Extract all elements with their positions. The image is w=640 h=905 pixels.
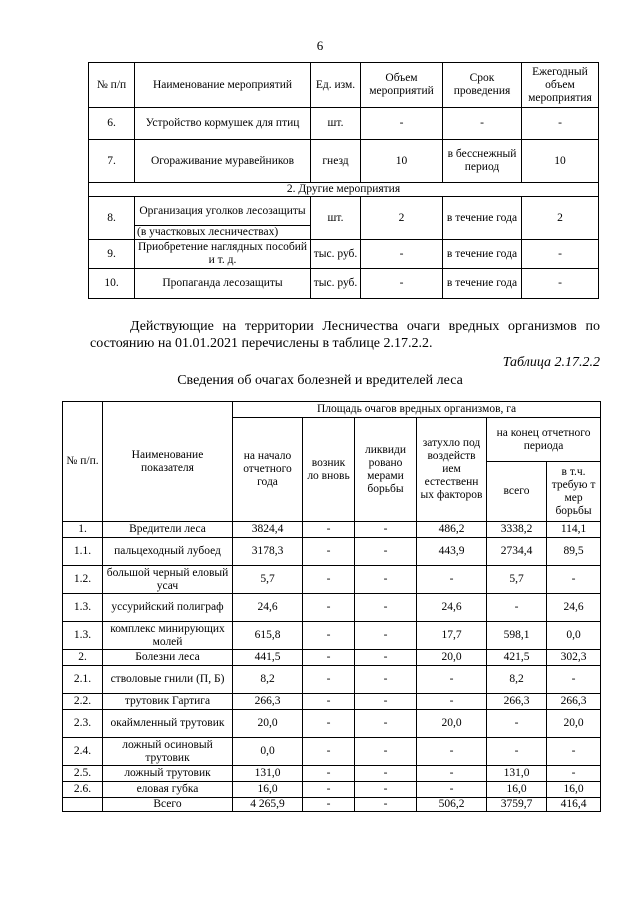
cell: 3824,4 [233, 522, 303, 538]
cell: 24,6 [547, 594, 601, 622]
table-header-row [89, 63, 599, 108]
cell: - [303, 622, 355, 650]
cell: окаймленный трутовик [103, 710, 233, 738]
cell: 0,0 [233, 738, 303, 766]
header-cell: в т.ч. требую т мер борьбы [547, 462, 601, 522]
cell: - [361, 108, 443, 140]
cell: 20,0 [233, 710, 303, 738]
header-cell: № п/п [89, 63, 135, 108]
header-cell: всего [487, 462, 547, 522]
cell: 89,5 [547, 538, 601, 566]
table-row [63, 594, 601, 622]
cell: Вредители леса [103, 522, 233, 538]
cell: - [355, 666, 417, 694]
cell: - [303, 798, 355, 812]
cell: - [443, 108, 522, 140]
cell: 4 265,9 [233, 798, 303, 812]
cell: 3178,3 [233, 538, 303, 566]
header-cell: затухло под воздейств ием естественн ых факторов [417, 418, 487, 522]
cell: 266,3 [233, 694, 303, 710]
cell: гнезд [311, 140, 361, 183]
cell: 2. [63, 650, 103, 666]
cell: - [303, 666, 355, 694]
cell: большой черный еловый усач [103, 566, 233, 594]
cell: - [355, 766, 417, 782]
cell: Болезни леса [103, 650, 233, 666]
cell: 2 [522, 197, 599, 240]
cell: 443,9 [417, 538, 487, 566]
table-row [89, 140, 599, 183]
measures-table [88, 62, 599, 299]
cell: 8. [89, 197, 135, 240]
cell: 1.2. [63, 566, 103, 594]
table-row [63, 622, 601, 650]
cell: 2.6. [63, 782, 103, 798]
cell: еловая губка [103, 782, 233, 798]
cell: - [355, 694, 417, 710]
cell: комплекс минирующих молей [103, 622, 233, 650]
cell: - [522, 269, 599, 299]
cell: - [417, 766, 487, 782]
cell: 5,7 [487, 566, 547, 594]
cell: 598,1 [487, 622, 547, 650]
cell: 2 [361, 197, 443, 240]
header-cell: Ед. изм. [311, 63, 361, 108]
cell: - [355, 622, 417, 650]
cell: 506,2 [417, 798, 487, 812]
cell: тыс. руб. [311, 240, 361, 269]
cell: 441,5 [233, 650, 303, 666]
cell: - [355, 522, 417, 538]
body-paragraph: Действующие на территории Лесничества очаги вредных организмов по состоянию на 01.01.2021 перечислены в таблице 2.17.2.2. [90, 319, 600, 351]
cell: - [355, 798, 417, 812]
cell: 486,2 [417, 522, 487, 538]
cell: 20,0 [417, 710, 487, 738]
cell: 8,2 [487, 666, 547, 694]
cell: 1.1. [63, 538, 103, 566]
cell: Огораживание муравейников [135, 140, 311, 183]
cell: - [361, 269, 443, 299]
table-row [63, 782, 601, 798]
header-cell: Площадь очагов вредных организмов, га [233, 402, 601, 418]
cell: - [417, 666, 487, 694]
table-caption: Таблица 2.17.2.2 [502, 355, 600, 370]
cell: - [303, 766, 355, 782]
table-row [63, 694, 601, 710]
section-title: 2. Другие мероприятия [89, 183, 599, 197]
cell: - [303, 694, 355, 710]
cell: пальцеходный лубоед [103, 538, 233, 566]
cell: - [303, 594, 355, 622]
cell: в течение года [443, 240, 522, 269]
section-row [89, 183, 599, 197]
table-row [63, 538, 601, 566]
header-cell: Объем мероприятий [361, 63, 443, 108]
pests-table [62, 401, 601, 812]
cell: ложный осиновый трутовик [103, 738, 233, 766]
header-cell: на начало отчетного года [233, 418, 303, 522]
cell: 266,3 [487, 694, 547, 710]
cell: шт. [311, 108, 361, 140]
table-header-row [63, 402, 601, 418]
cell: - [355, 538, 417, 566]
table-row [63, 650, 601, 666]
header-cell: Наименование показателя [103, 402, 233, 522]
cell: 7. [89, 140, 135, 183]
cell: Организация уголков лесозащиты [135, 197, 311, 226]
table-row [63, 566, 601, 594]
cell: в течение года [443, 269, 522, 299]
cell: - [355, 650, 417, 666]
cell: - [303, 710, 355, 738]
cell: - [303, 522, 355, 538]
cell: 10 [361, 140, 443, 183]
cell: - [547, 666, 601, 694]
cell: - [303, 782, 355, 798]
cell: 5,7 [233, 566, 303, 594]
cell: в бесснежный период [443, 140, 522, 183]
cell [63, 798, 103, 812]
cell: 615,8 [233, 622, 303, 650]
cell: 266,3 [547, 694, 601, 710]
cell: - [303, 650, 355, 666]
cell: - [355, 782, 417, 798]
cell: (в участковых лесничествах) [135, 226, 311, 240]
table-row [63, 766, 601, 782]
table-row [63, 738, 601, 766]
header-cell: Срок проведения [443, 63, 522, 108]
cell: 8,2 [233, 666, 303, 694]
cell: - [361, 240, 443, 269]
cell: 2.4. [63, 738, 103, 766]
cell: - [547, 738, 601, 766]
cell: 2.1. [63, 666, 103, 694]
header-cell: № п/п. [63, 402, 103, 522]
header-cell: Наименование мероприятий [135, 63, 311, 108]
table-row [89, 240, 599, 269]
cell: - [355, 594, 417, 622]
cell: - [417, 566, 487, 594]
cell: 1. [63, 522, 103, 538]
cell: 20,0 [547, 710, 601, 738]
cell: - [355, 738, 417, 766]
cell: 302,3 [547, 650, 601, 666]
cell: - [355, 566, 417, 594]
cell: - [522, 240, 599, 269]
cell: 1.3. [63, 594, 103, 622]
cell: - [547, 766, 601, 782]
cell: стволовые гнили (П, Б) [103, 666, 233, 694]
cell: 2734,4 [487, 538, 547, 566]
cell: - [487, 710, 547, 738]
cell: ложный трутовик [103, 766, 233, 782]
cell: 2.5. [63, 766, 103, 782]
cell: уссурийский полиграф [103, 594, 233, 622]
header-cell: ликвиди ровано мерами борьбы [355, 418, 417, 522]
header-cell: возник ло вновь [303, 418, 355, 522]
cell: 17,7 [417, 622, 487, 650]
cell: - [303, 738, 355, 766]
header-cell: Ежегодный объем мероприятия [522, 63, 599, 108]
cell: тыс. руб. [311, 269, 361, 299]
cell: - [355, 710, 417, 738]
cell: 20,0 [417, 650, 487, 666]
cell: 16,0 [547, 782, 601, 798]
cell: - [417, 694, 487, 710]
cell: 10 [522, 140, 599, 183]
header-cell: на конец отчетного периода [487, 418, 601, 462]
cell: Приобретение наглядных пособий и т. д. [135, 240, 311, 269]
cell: - [303, 538, 355, 566]
table-row [89, 197, 599, 226]
table-row [63, 666, 601, 694]
cell: - [487, 594, 547, 622]
cell: шт. [311, 197, 361, 240]
table-row [63, 710, 601, 738]
cell: Пропаганда лесозащиты [135, 269, 311, 299]
cell: - [547, 566, 601, 594]
table-row [89, 108, 599, 140]
cell: 16,0 [487, 782, 547, 798]
page-number: 6 [316, 38, 324, 53]
cell: 0,0 [547, 622, 601, 650]
cell: - [417, 738, 487, 766]
cell: 24,6 [417, 594, 487, 622]
cell: 1.3. [63, 622, 103, 650]
cell: в течение года [443, 197, 522, 240]
cell: 6. [89, 108, 135, 140]
table-row [63, 522, 601, 538]
cell: 3338,2 [487, 522, 547, 538]
cell: 421,5 [487, 650, 547, 666]
cell: 2.3. [63, 710, 103, 738]
cell: 3759,7 [487, 798, 547, 812]
table-title: Сведения об очагах болезней и вредителей леса [177, 373, 463, 388]
cell: 24,6 [233, 594, 303, 622]
cell: 416,4 [547, 798, 601, 812]
cell: - [303, 566, 355, 594]
cell: - [487, 738, 547, 766]
cell: Всего [103, 798, 233, 812]
cell: 131,0 [487, 766, 547, 782]
cell: 9. [89, 240, 135, 269]
cell: Устройство кормушек для птиц [135, 108, 311, 140]
cell: 131,0 [233, 766, 303, 782]
cell: 16,0 [233, 782, 303, 798]
cell: трутовик Гартига [103, 694, 233, 710]
cell: - [522, 108, 599, 140]
cell: 2.2. [63, 694, 103, 710]
cell: - [417, 782, 487, 798]
table-row [89, 269, 599, 299]
table-row [63, 798, 601, 812]
cell: 10. [89, 269, 135, 299]
cell: 114,1 [547, 522, 601, 538]
